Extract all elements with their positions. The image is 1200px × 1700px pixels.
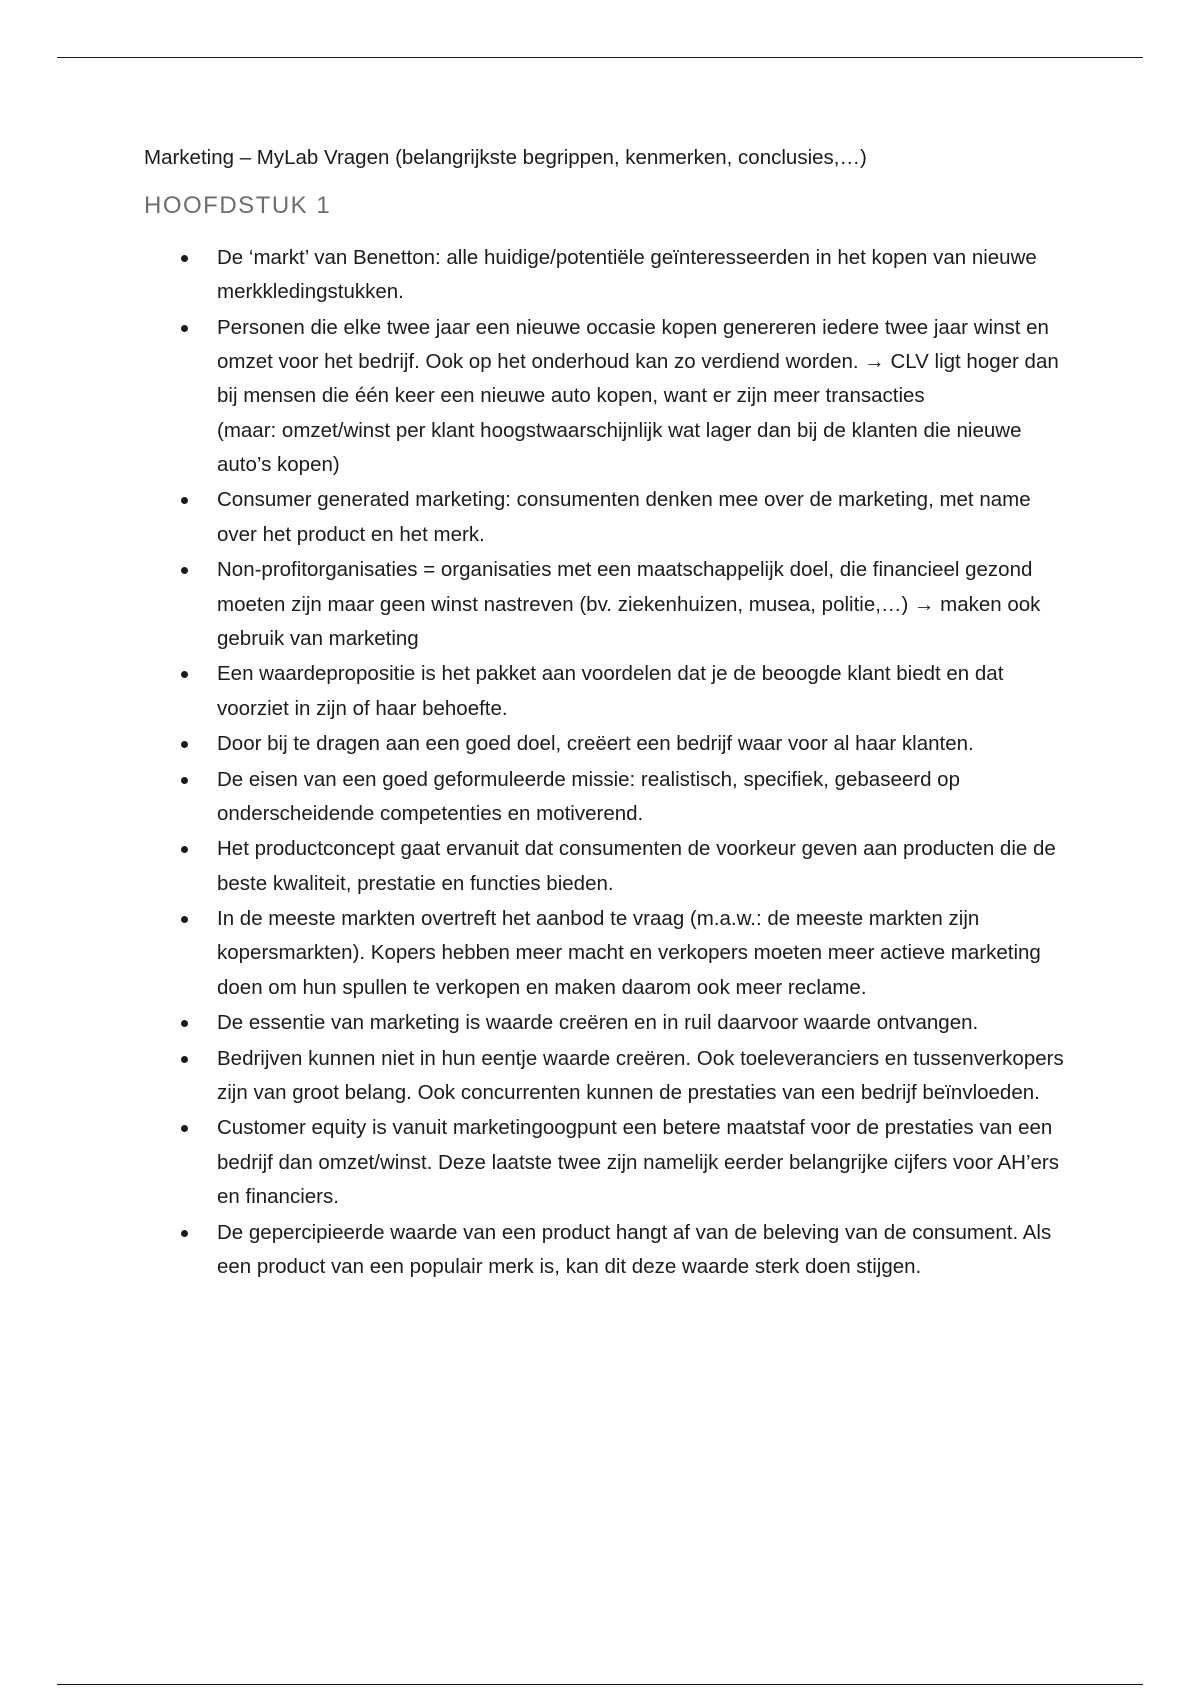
bullet-item — [144, 483, 1074, 552]
bullet-dot-icon — [181, 671, 188, 678]
bullet-text: Door bij te dragen aan een goed doel, creëert een bedrijf waar voor al haar klanten. — [217, 732, 974, 756]
bullet-item — [144, 902, 1074, 1005]
bullet-dot-icon — [181, 846, 188, 853]
top-rule — [57, 57, 1143, 58]
bullet-text: Bedrijven kunnen niet in hun eentje waarde creëren. Ook toeleveranciers en tussenverkopers zijn van groot belang. Ook concurrenten kunnen de prestaties van een bedrijf beïnvloeden. — [217, 1046, 1064, 1104]
bullet-dot-icon — [181, 777, 188, 784]
bullet-item — [144, 1006, 1074, 1040]
bullet-text: Een waardepropositie is het pakket aan voordelen dat je de beoogde klant biedt en dat voorziet in zijn of haar behoefte. — [217, 662, 1004, 720]
bullet-extra-text: (maar: omzet/winst per klant hoogstwaarschijnlijk wat lager dan bij de klanten die nieuwe auto’s kopen) — [217, 418, 1022, 476]
bullet-dot-icon — [181, 1230, 188, 1237]
bullet-list — [144, 241, 1074, 1284]
chapter-heading: HOOFDSTUK 1 — [144, 192, 332, 219]
bullet-text: De gepercipieerde waarde van een product hangt af van de beleving van de consument. Als een product van een populair merk is, kan dit deze waarde sterk doen stijgen. — [217, 1220, 1052, 1278]
bullet-text: De ‘markt’ van Benetton: alle huidige/potentiële geïnteresseerden in het kopen van nieuwe merkkledingstukken. — [217, 246, 1037, 304]
bullet-dot-icon — [181, 255, 188, 262]
bottom-rule — [57, 1684, 1143, 1685]
bullet-text: Non-profitorganisaties = organisaties met een maatschappelijk doel, die financieel gezond moeten zijn maar geen winst nastreven (bv. ziekenhuizen, musea, politie,…) → maken ook gebruik van marketing — [217, 558, 1041, 650]
bullet-item — [144, 1042, 1074, 1111]
bullet-dot-icon — [181, 741, 188, 748]
document-body — [144, 143, 1074, 1285]
bullet-dot-icon — [181, 1056, 188, 1063]
bullet-text: De eisen van een goed geformuleerde missie: realistisch, specifiek, gebaseerd op onderscheidende competenties en motiverend. — [217, 767, 960, 825]
bullet-item — [144, 553, 1074, 656]
bullet-text: Consumer generated marketing: consumenten denken mee over de marketing, met name over het product en het merk. — [217, 488, 1031, 546]
bullet-dot-icon — [181, 325, 188, 332]
bullet-item — [144, 311, 1074, 482]
bullet-item — [144, 657, 1074, 726]
bullet-item — [144, 1111, 1074, 1214]
bullet-item — [144, 727, 1074, 761]
bullet-item — [144, 763, 1074, 832]
bullet-dot-icon — [181, 1125, 188, 1132]
bullet-text: Het productconcept gaat ervanuit dat consumenten de voorkeur geven aan producten die de beste kwaliteit, prestatie en functies bieden. — [217, 837, 1056, 895]
bullet-text: In de meeste markten overtreft het aanbod te vraag (m.a.w.: de meeste markten zijn kopersmarkten). Kopers hebben meer macht en verkopers moeten meer actieve marketing doen om hun spullen te verkopen en maken daarom ook meer reclame. — [217, 907, 1041, 999]
bullet-text: Personen die elke twee jaar een nieuwe occasie kopen genereren iedere twee jaar winst en omzet voor het bedrijf. Ook op het onderhoud kan zo verdiend worden. → CLV ligt hoger dan bij mensen die één keer een nieuwe auto kopen, want er zijn meer transacties — [217, 315, 1059, 408]
bullet-item — [144, 241, 1074, 310]
bullet-item — [144, 1216, 1074, 1285]
bullet-item — [144, 832, 1074, 901]
bullet-text: Customer equity is vanuit marketingoogpunt een betere maatstaf voor de prestaties van een bedrijf dan omzet/winst. Deze laatste twee zijn namelijk eerder belangrijke cijfers voor AH’ers en financiers. — [217, 1116, 1060, 1209]
bullet-text: De essentie van marketing is waarde creëren en in ruil daarvoor waarde ontvangen. — [217, 1011, 979, 1035]
bullet-dot-icon — [181, 567, 188, 574]
bullet-dot-icon — [181, 1020, 188, 1027]
document-title: Marketing – MyLab Vragen (belangrijkste begrippen, kenmerken, conclusies,…) — [144, 146, 867, 169]
bullet-dot-icon — [181, 497, 188, 504]
bullet-dot-icon — [181, 916, 188, 923]
